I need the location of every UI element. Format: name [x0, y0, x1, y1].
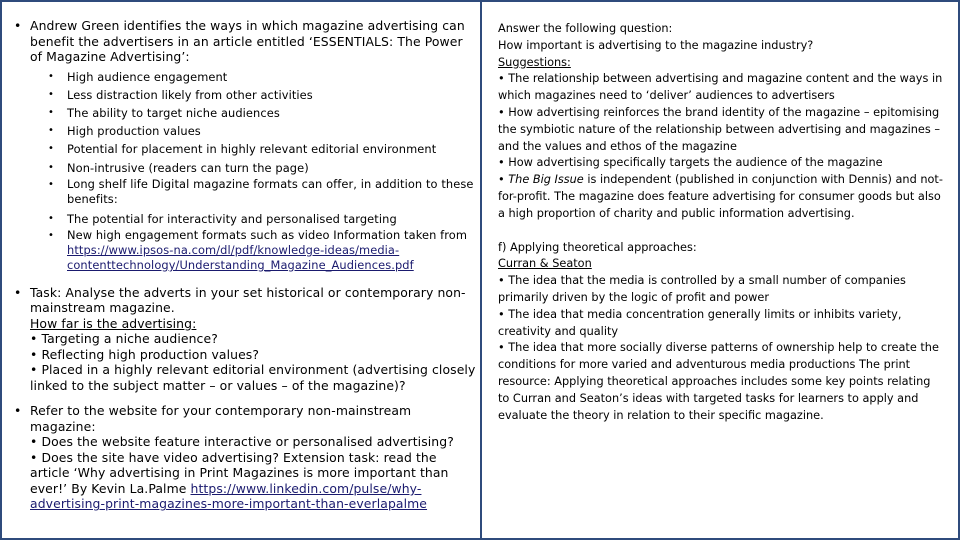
task-point: • Placed in a highly relevant editorial environment (advertising closely linked to the subject matter – or values – of the magazine)?: [30, 362, 476, 393]
refer-point: • Does the site have video advertising? Extension task: read the article ‘Why advertising in Print Magazines is more important than ever!’ By Kevin La.Palme: [30, 449, 449, 496]
right-column: [498, 21, 944, 424]
list-item: • Non-intrusive (readers can turn the page): [62, 159, 476, 177]
question: How important is advertising to the magazine industry?: [498, 38, 814, 52]
ipsos-link[interactable]: https://www.ipsos-na.com/dl/pdf/knowledge-ideas/media-contenttechnology/Understanding_Magazine_Audiences.pdf: [67, 242, 414, 272]
refer-point: • Does the website feature interactive or personalised advertising?: [30, 434, 454, 450]
task-point: • Reflecting high production values?: [30, 346, 260, 362]
suggestion-item: • How advertising reinforces the brand identity of the magazine – epitomising the symbiotic nature of the relationship between advertising and magazines – and the values and ethos of the magazine: [498, 105, 941, 153]
intro-paragraph: • Andrew Green identifies the ways in which magazine advertising can benefit the advertisers in an article entitled ‘ESSENTIALS: The Power of Magazine Advertising’:: [14, 18, 476, 65]
list-item: • The potential for interactivity and personalised targeting: [62, 210, 476, 228]
theory-item: • The idea that the media is controlled by a small number of companies primarily driven by the logic of profit and power: [498, 274, 906, 304]
task-label: Task:: [30, 284, 62, 300]
suggestions-label: Suggestions:: [498, 55, 571, 69]
suggestion-item: • The relationship between advertising and magazine content and the ways in which magazines need to ‘deliver’ audiences to advertisers: [498, 72, 943, 103]
list-item: • High production values: [62, 122, 476, 140]
list-item: • Potential for placement in highly relevant editorial environment: [62, 140, 476, 158]
task-paragraph: [14, 285, 476, 394]
benefits-list: [62, 68, 476, 273]
task-question: How far is the advertising:: [30, 315, 197, 331]
big-issue-title: The Big Issue: [508, 173, 584, 187]
column-divider: [480, 0, 482, 540]
list-item: • Less distraction likely from other activities: [62, 86, 476, 104]
suggestion-item: • How advertising specifically targets the audience of the magazine: [498, 156, 883, 170]
refer-paragraph: [14, 403, 476, 512]
left-column: [14, 18, 476, 512]
theorists-label: Curran & Seaton: [498, 257, 592, 271]
list-item: [62, 228, 476, 273]
list-item: • The ability to target niche audiences: [62, 104, 476, 122]
theory-item: • The idea that more socially diverse patterns of ownership help to create the conditions for more varied and adventurous media productions The print resource: Applying theoretical approaches includes some key points relating to Curran and Seaton’s ideas with targeted tasks for learners to apply and evaluate the theory in relation to their specific magazine.: [498, 341, 939, 422]
list-item-text: New high engagement formats such as video Information taken from: [67, 227, 468, 242]
task-text: Analyse the adverts in your set historical or contemporary non-mainstream magazine.: [30, 284, 466, 316]
section-heading: f) Applying theoretical approaches:: [498, 240, 697, 254]
linkedin-link[interactable]: https://www.linkedin.com/pulse/why-advertising-print-magazines-more-important-than-everlapalme: [30, 480, 428, 512]
suggestion-item: [498, 172, 944, 222]
question-intro: Answer the following question:: [498, 22, 673, 35]
refer-text: Refer to the website for your contemporary non-mainstream magazine:: [30, 403, 412, 434]
task-point: • Targeting a niche audience?: [30, 331, 218, 347]
theory-item: • The idea that media concentration generally limits or inhibits variety, creativity and quality: [498, 307, 902, 338]
suggestion-text: is independent (published in conjunction with Dennis) and not-for-profit. The magazine does feature advertising for consumer goods but also a high proportion of charity and public information advertising.: [498, 173, 943, 220]
list-item: • High audience engagement: [62, 68, 476, 86]
suggestion-bullet: •: [498, 173, 509, 187]
list-item: • Long shelf life Digital magazine formats can offer, in addition to these benefits:: [62, 177, 476, 207]
